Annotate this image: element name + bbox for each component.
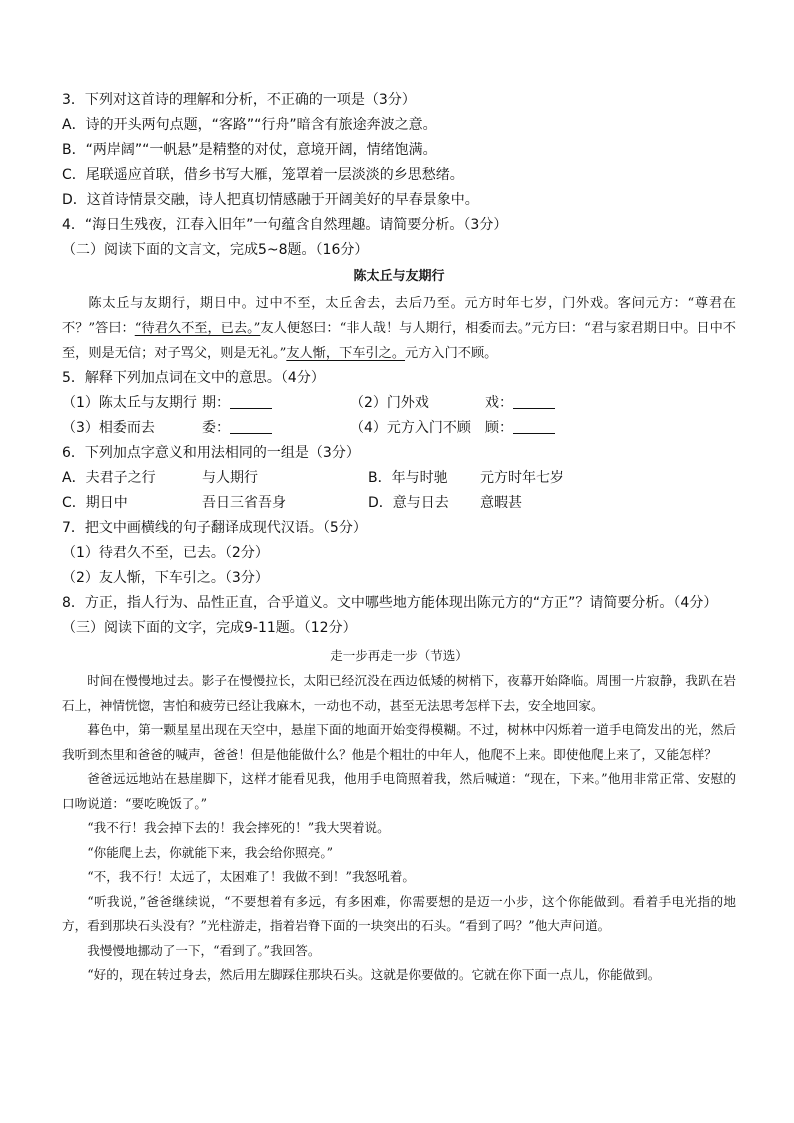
answer-blank	[513, 419, 555, 434]
question-5-row-2	[62, 416, 736, 441]
story-paragraph-4: “我不行！我会掉下去的！我会摔死的！”我大哭着说。	[87, 820, 390, 835]
story-paragraph-8: 我慢慢地挪动了一下，“看到了。”我回答。	[87, 942, 321, 958]
question-6-option-c-1: C．期日中	[62, 495, 128, 511]
story-paragraph-5: “你能爬上去，你就能下来，我会给你照亮。”	[87, 844, 334, 860]
question-6-option-d-1: D．意与日去	[368, 495, 449, 511]
question-6-row-1	[62, 466, 736, 491]
question-5-row-1	[62, 391, 736, 416]
classical-text-body	[62, 291, 736, 366]
question-7-stem: 7．把文中画横线的句子翻译成现代汉语。（5分）	[62, 520, 367, 536]
section-2-heading: （二）阅读下面的文言文，完成5~8题。（16分）	[62, 242, 369, 258]
question-5-stem: 5．解释下列加点词在文中的意思。（4分）	[62, 370, 325, 386]
question-5-item-3: （3）相委而去	[62, 420, 155, 436]
story-paragraph-9: “好的，现在转过身去，然后用左脚踩住那块石头。这就是你要做的。它就在你下面一点儿，你能做到。	[87, 967, 661, 982]
underlined-sentence-1: “待君久不至，已去。”	[134, 321, 261, 336]
question-5-item-2-label: 戏：	[485, 395, 513, 411]
story-paragraph-1: 时间在慢慢地过去。影子在慢慢拉长，太阳已经沉没在西边低矮的树梢下，夜幕开始降临。周围一片寂静，我趴在岩石上，神情恍惚，害怕和疲劳已经让我麻木，一动也不动，甚至无法思考怎样下去，安全地回家。	[62, 673, 736, 713]
section-3-heading: （三）阅读下面的文字，完成9-11题。（12分）	[62, 620, 357, 636]
answer-blank	[230, 394, 272, 409]
question-3-option-d: D．这首诗情景交融，诗人把真切情感融于开阔美好的早春景象中。	[62, 192, 479, 208]
question-5-item-4: （4）元方入门不顾	[350, 420, 471, 436]
question-6-option-a-1: A．夫君子之行	[62, 470, 156, 486]
story-title: 走一步再走一步（节选）	[330, 648, 468, 663]
question-5-item-1-label: 期：	[202, 395, 230, 411]
question-8: 8．方正，指人行为、品性正直，合乎道义。文中哪些地方能体现出陈元方的“方正”？请简要分析。（4分）	[62, 595, 718, 611]
question-4: 4．“海日生残夜，江春入旧年”一句蕴含自然理趣。请简要分析。（3分）	[62, 217, 508, 233]
story-paragraph-3: 爸爸远远地站在悬崖脚下，这样才能看见我，他用手电筒照着我，然后喊道：“现在，下来。”他用非常正常、安慰的口吻说道：“要吃晚饭了。”	[62, 771, 736, 811]
question-6-option-a-2: 与人期行	[202, 470, 258, 486]
question-5-item-2: （2）门外戏	[350, 395, 429, 411]
question-6-option-c-2: 吾日三省吾身	[202, 495, 286, 511]
question-6-row-2	[62, 491, 736, 516]
question-3-stem: 3．下列对这首诗的理解和分析，不正确的一项是（3分）	[62, 92, 416, 108]
question-5-item-3-label: 委：	[202, 420, 230, 436]
question-5-item-4-label: 顾：	[485, 420, 513, 436]
question-7-sentence-2: （2）友人惭，下车引之。（3分）	[62, 570, 269, 586]
question-3-option-c: C．尾联遥应首联，借乡书写大雁，笼罩着一层淡淡的乡思愁绪。	[62, 167, 464, 183]
question-3-option-a: A．诗的开头两句点题，“客路”“行舟”暗含有旅途奔波之意。	[62, 117, 437, 133]
question-3-option-b: B．“两岸阔”“一帆悬”是精整的对仗，意境开阔，情绪饱满。	[62, 142, 437, 158]
question-7-sentence-1: （1）待君久不至，已去。（2分）	[62, 545, 269, 561]
classical-text-part-2: 友人便怒曰：“非人哉！与人期行，相委而去。”元方曰：“君与家君期日中。日中不至，则是无信；对子骂父，则是无礼。”	[62, 321, 736, 361]
underlined-sentence-2: 友人惭，下车引之。	[286, 346, 406, 361]
answer-blank	[513, 394, 555, 409]
question-6-option-d-2: 意暇甚	[480, 495, 522, 511]
story-paragraph-7: “听我说，”爸爸继续说，“不要想着有多远，有多困难，你需要想的是迈一小步，这个你能做到。看着手电光指的地方，看到那块石头没有？”光柱游走，指着岩脊下面的一块突出的石头。“看到了吗？”他大声问道。	[62, 893, 736, 933]
question-6-option-b-2: 元方时年七岁	[480, 470, 564, 486]
story-paragraph-6: “不，我不行！太远了，太困难了！我做不到！”我怒吼着。	[87, 869, 415, 884]
story-paragraph-2: 暮色中，第一颗星星出现在天空中，悬崖下面的地面开始变得模糊。不过，树林中闪烁着一道手电筒发出的光，然后我听到杰里和爸爸的喊声，爸爸！但是他能做什么？他是个粗壮的中年人，他爬不上来。即使他爬上来了，又能怎样？	[62, 722, 736, 762]
question-5-item-1: （1）陈太丘与友期行	[62, 395, 197, 411]
question-6-stem: 6．下列加点字意义和用法相同的一组是（3分）	[62, 445, 360, 461]
answer-blank	[230, 419, 272, 434]
question-6-option-b-1: B．年与时驰	[368, 470, 448, 486]
classical-text-part-3: 元方入门不顾。	[405, 346, 498, 361]
classical-text-part-1: 陈太丘与友期行，期日中。过中不至，太丘舍去，去后乃至。元方时年七岁，门外戏。客问元方：“尊君在不？”答曰：	[62, 296, 736, 336]
classical-text-title: 陈太丘与友期行	[353, 269, 445, 284]
